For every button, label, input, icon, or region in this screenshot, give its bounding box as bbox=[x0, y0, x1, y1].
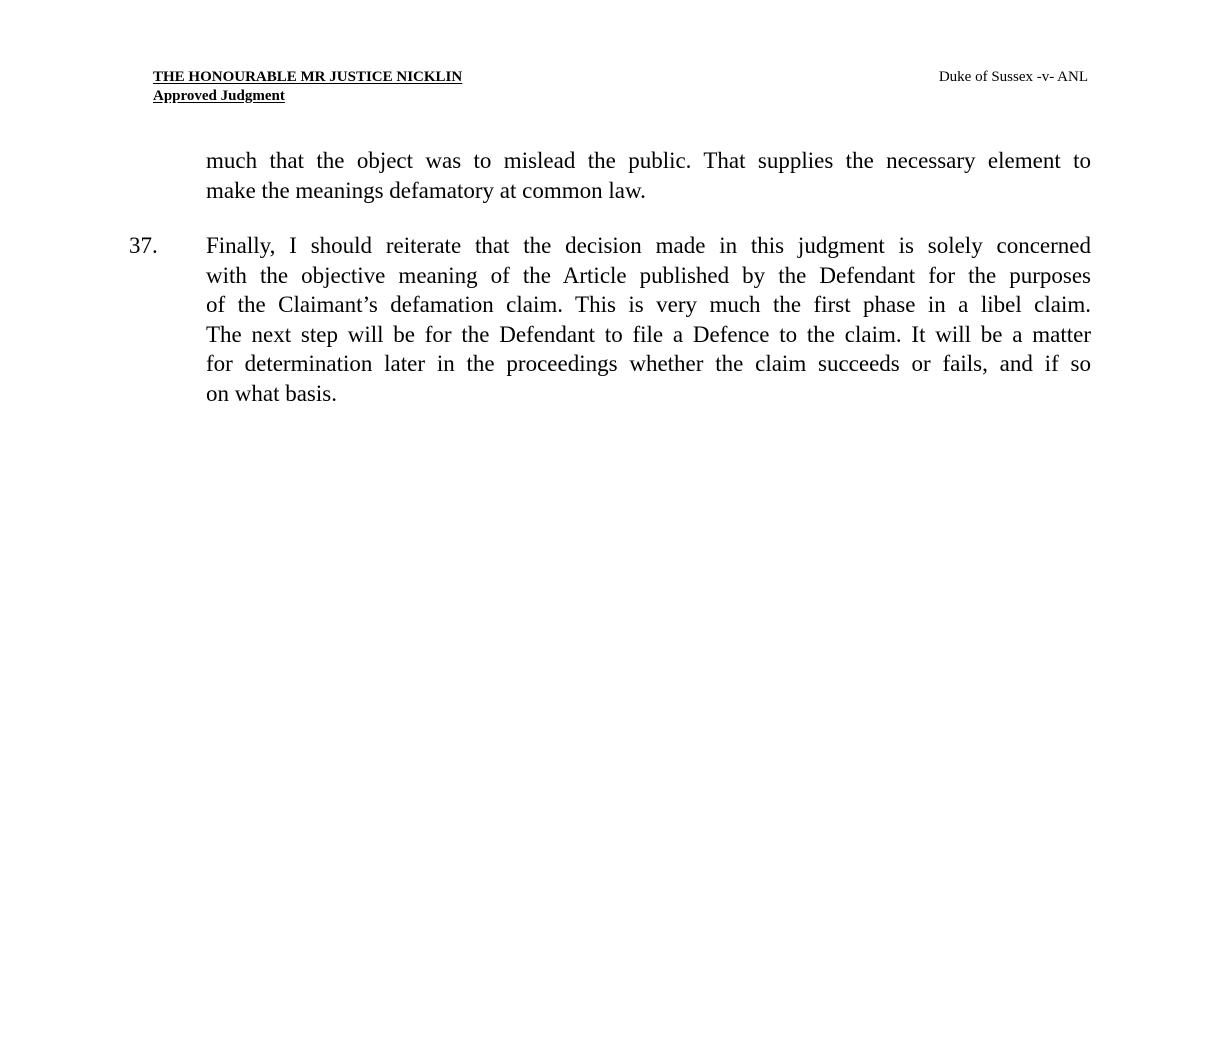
judgment-status: Approved Judgment bbox=[153, 88, 285, 104]
text-line: on what basis. bbox=[206, 380, 337, 406]
judge-name: THE HONOURABLE MR JUSTICE NICKLIN bbox=[153, 69, 463, 85]
text-line: The next step will be for the Defendant to file a Defence to the claim. It will be a matter bbox=[206, 321, 1091, 347]
case-title: Duke of Sussex -v- ANL bbox=[938, 69, 1088, 85]
text-line: of the Claimant’s defamation claim. This is very much the first phase in a libel claim. bbox=[206, 292, 1091, 317]
running-header-left bbox=[153, 68, 462, 106]
text-line: for determination later in the proceedings whether the claim succeeds or fails, and if so bbox=[206, 351, 1091, 376]
text-line: much that the object was to mislead the public. That supplies the necessary element to bbox=[206, 148, 1091, 173]
paragraph-37 bbox=[206, 231, 1091, 408]
text-line: Finally, I should reiterate that the decision made in this judgment is solely concerned bbox=[206, 233, 1091, 258]
text-line: make the meanings defamatory at common law. bbox=[206, 177, 646, 203]
continued-paragraph bbox=[206, 146, 1091, 205]
text-line: with the objective meaning of the Article published by the Defendant for the purposes bbox=[206, 262, 1091, 288]
paragraph-number: 37. bbox=[129, 233, 158, 258]
